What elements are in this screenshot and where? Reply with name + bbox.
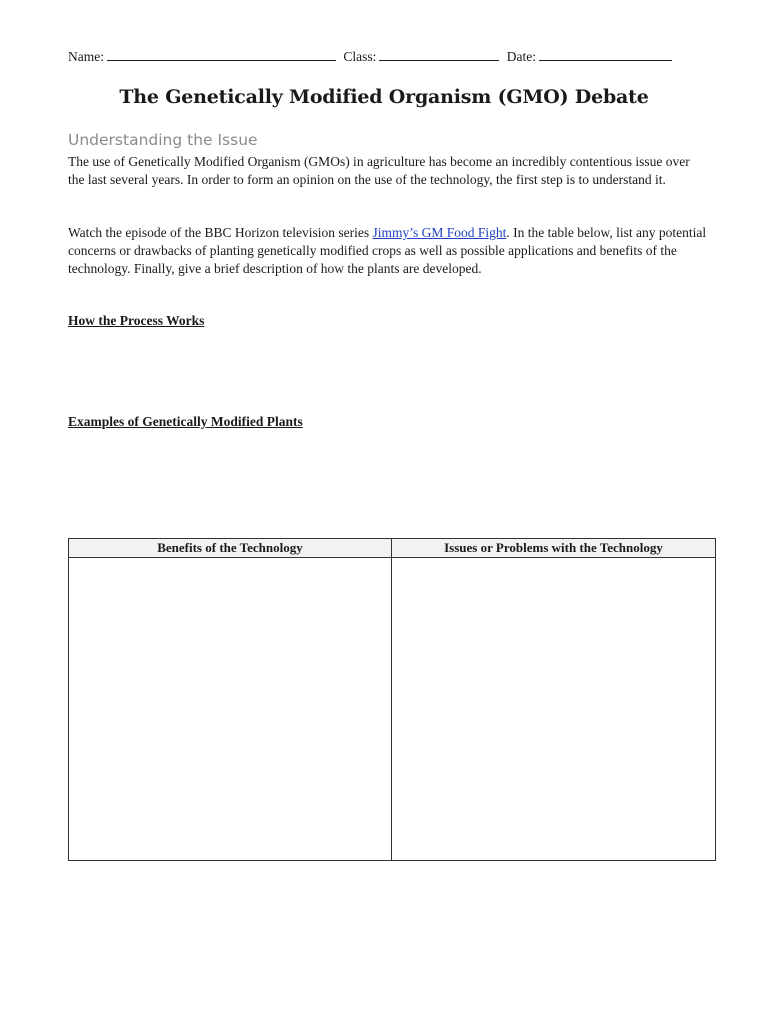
instructions-text-before: Watch the episode of the BBC Horizon television series [68,225,373,240]
benefits-column-header: Benefits of the Technology [69,539,392,558]
process-heading: How the Process Works [68,313,205,328]
date-field[interactable] [539,47,672,61]
name-field[interactable] [107,47,336,61]
page-title: The Genetically Modified Organism (GMO) Debate [119,86,649,108]
benefits-issues-table [68,538,716,861]
student-info-line [68,47,676,66]
instructions-text-after: . In the table below, list any potential concerns or drawbacks of planting genetically modified crops as well as possible applications and benefits of the technology. Finally, give a brief description of how the plants are developed. [68,225,707,276]
section-heading: Understanding the Issue [68,131,258,149]
examples-heading: Examples of Genetically Modified Plants [68,414,303,429]
issues-cell[interactable] [392,558,716,861]
class-label: Class: [343,49,377,64]
intro-paragraph: The use of Genetically Modified Organism (GMOs) in agriculture has become an incredibly contentious issue over the last several years. In order to form an opinion on the use of the technology, the first step is to understand it. [68,154,690,187]
table-header-row [69,539,716,558]
class-field[interactable] [379,47,499,61]
name-label: Name: [68,49,104,64]
issues-column-header: Issues or Problems with the Technology [392,539,716,558]
episode-link[interactable]: Jimmy’s GM Food Fight [372,225,507,240]
table-row [69,558,716,861]
date-label: Date: [506,49,537,64]
instructions-paragraph [68,224,708,278]
benefits-cell[interactable] [69,558,392,861]
